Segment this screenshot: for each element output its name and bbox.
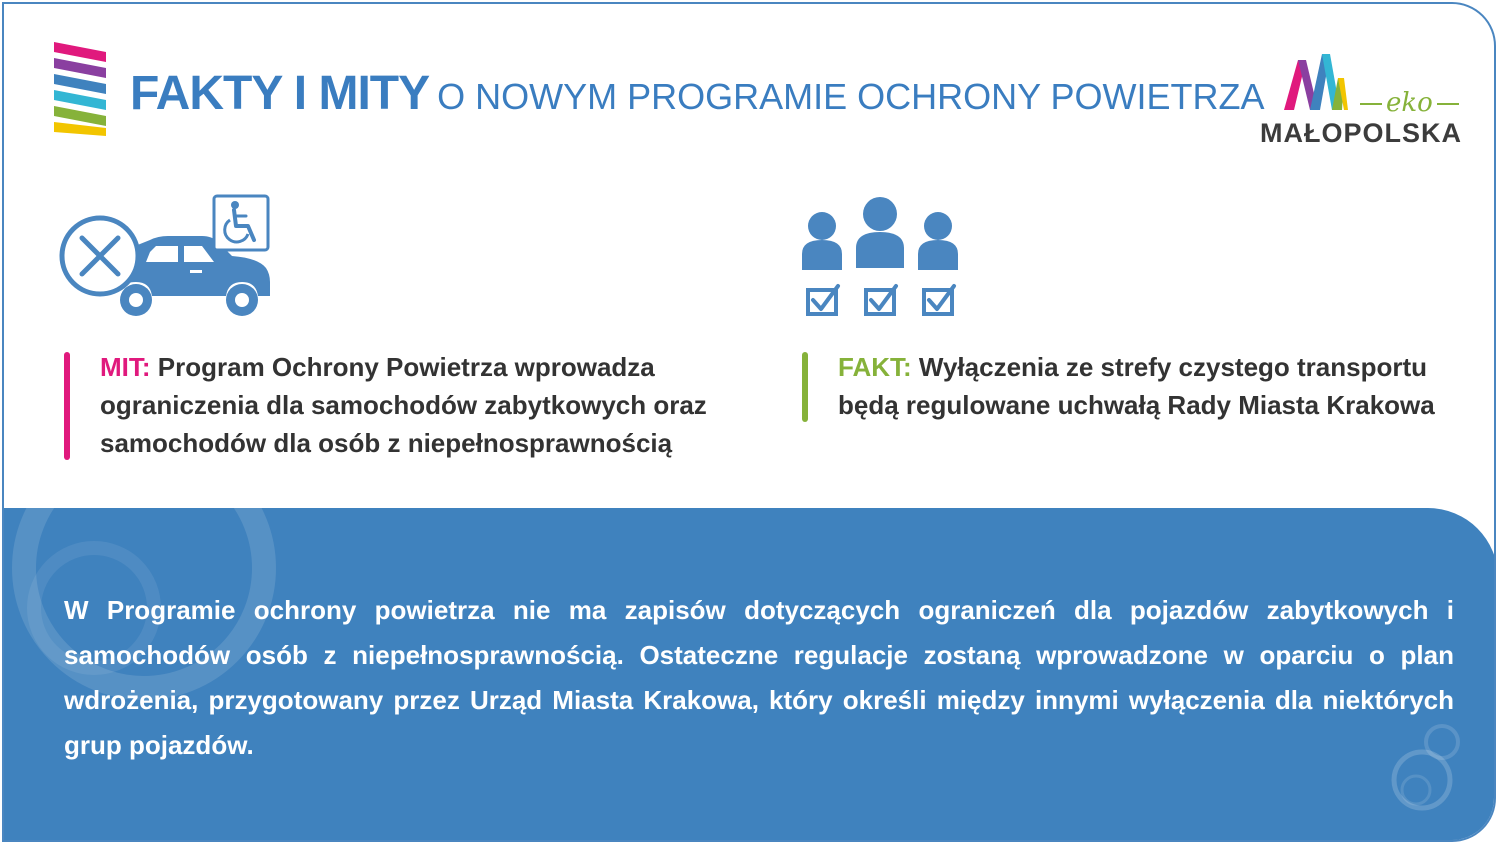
eko-malopolska-logo: [1252, 48, 1462, 158]
logo-mark-icon: [1284, 52, 1348, 114]
fact-statement: [802, 348, 1482, 424]
myth-statement: [64, 348, 784, 462]
fact-text: Wyłączenia ze strefy czystego transportu będą regulowane uchwałą Rady Miasta Krakowa: [838, 352, 1435, 420]
myth-tag: MIT:: [100, 352, 151, 382]
myth-accent-bar: [64, 352, 70, 460]
myth-text-block: [100, 348, 784, 462]
title-subtitle: O NOWYM PROGRAMIE OCHRONY POWIETRZA: [437, 76, 1265, 117]
people-checkboxes-icon: [794, 190, 974, 322]
title-bold: FAKTY I MITY: [130, 67, 430, 120]
page-title: [130, 66, 1265, 121]
explanation-text: W Programie ochrony powietrza nie ma zapisów dotyczących ograniczeń dla pojazdów zabytkowych i samochodów osób z niepełnosprawnością. Ostateczne regulacje zostaną wprowadzone w oparciu o plan wdrożenia, przygotowany przez Urząd Miasta Krakowa, który określi między innymi wyłączenia dla niektórych grup pojazdów.: [64, 595, 1454, 760]
myth-text: Program Ochrony Powietrza wprowadza ograniczenia dla samochodów zabytkowych oraz samochodów dla osób z niepełnosprawnością: [100, 352, 707, 458]
explanation-panel: [4, 508, 1496, 842]
fact-accent-bar: [802, 352, 808, 422]
logo-name: MAŁOPOLSKA: [1260, 118, 1462, 148]
logo-eko-text: eko: [1356, 88, 1463, 118]
fact-tag: FAKT:: [838, 352, 912, 382]
car-crossed-wheelchair-icon: [52, 190, 282, 330]
brand-stripes-icon: [54, 42, 110, 138]
fact-text-block: [838, 348, 1482, 424]
infographic-card: [2, 2, 1496, 842]
